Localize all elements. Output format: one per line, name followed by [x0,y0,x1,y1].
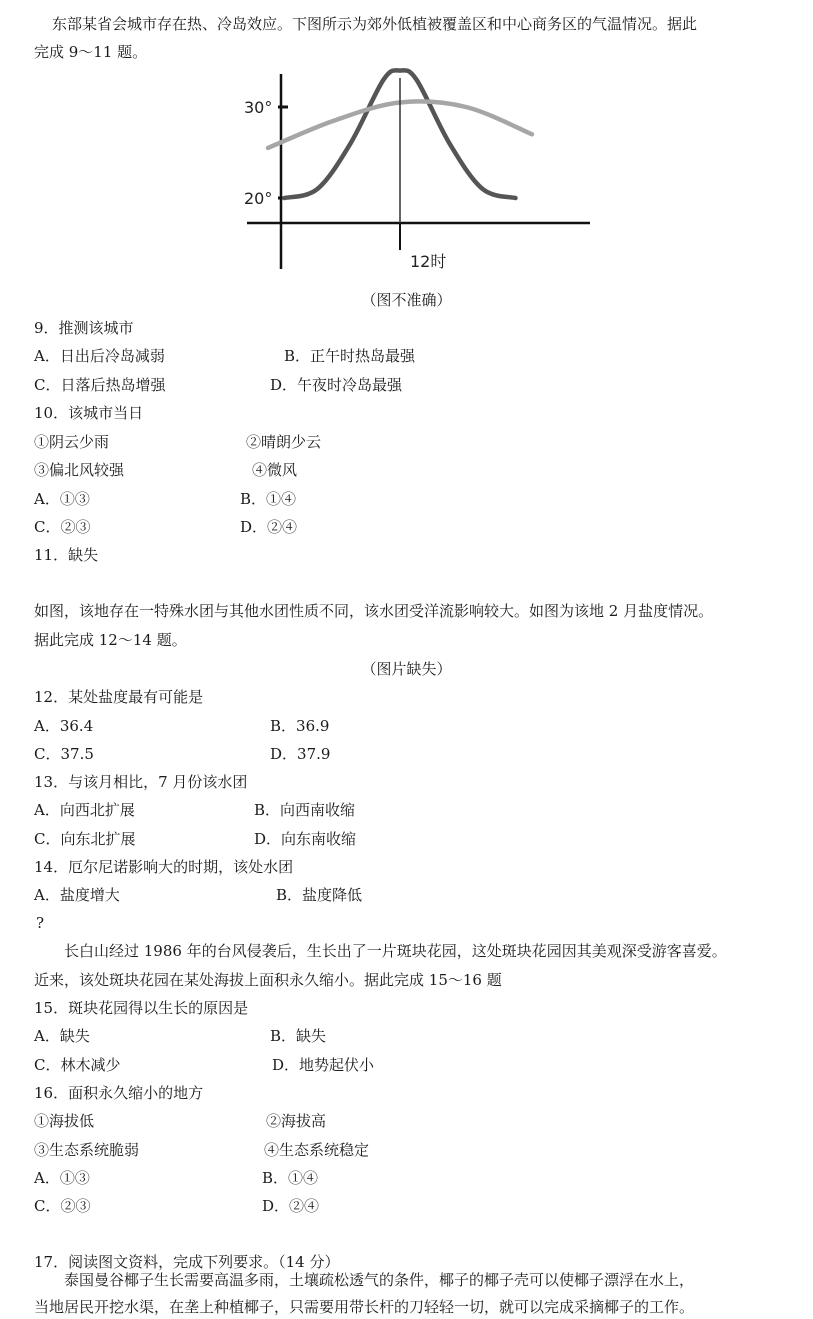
q14-option-a[interactable]: A．盐度增大 [34,886,120,904]
q12-option-d[interactable]: D．37.9 [270,745,331,763]
q12-option-b[interactable]: B．36.9 [270,717,330,735]
question-mark: ? [36,914,45,932]
q13-option-b[interactable]: B．向西南收缩 [254,801,356,819]
q9-option-b[interactable]: B．正午时热岛最强 [284,347,416,365]
q17-line2: 当地居民开挖水渠，在垄上种植椰子，只需要用带长杆的刀轻轻一切，就可以完成采摘椰子的工作。 [34,1298,695,1316]
image-missing-note: （图片缺失） [361,660,452,678]
q13-stem: 13．与该月相比，7 月份该水团 [34,773,248,791]
q16-statement-2: ②海拔高 [266,1112,327,1130]
q10-option-c[interactable]: C．②③ [34,518,91,536]
q10-statement-2: ②晴朗少云 [246,433,322,451]
y-tick-label: 20° [244,189,273,208]
q9-option-d[interactable]: D．午夜时冷岛最强 [270,376,403,394]
q17-stem: 17．阅读图文资料，完成下列要求。（14 分） [34,1253,340,1271]
q16-statement-1: ①海拔低 [34,1112,95,1130]
q13-option-d[interactable]: D．向东南收缩 [254,830,357,848]
q16-statement-3: ③生态系统脆弱 [34,1141,140,1159]
q16-stem: 16．面积永久缩小的地方 [34,1084,204,1102]
q10-stem: 10．该城市当日 [34,404,144,422]
q13-option-a[interactable]: A．向西北扩展 [34,801,135,819]
intro3-line2: 近来，该处斑块花园在某处海拔上面积永久缩小。据此完成 15～16 题 [34,971,502,989]
q16-option-d[interactable]: D．②④ [262,1197,320,1215]
q9-option-a[interactable]: A．日出后冷岛减弱 [34,347,165,365]
q14-stem: 14．厄尔尼诺影响大的时期，该处水团 [34,858,294,876]
q15-option-a[interactable]: A．缺失 [34,1027,90,1045]
q10-option-a[interactable]: A．①③ [34,490,90,508]
q16-option-b[interactable]: B．①④ [262,1169,319,1187]
q10-option-b[interactable]: B．①④ [240,490,297,508]
intro3-line1: 长白山经过 1986 年的台风侵袭后，生长出了一片斑块花园，这处斑块花园因其美观深受游客喜爱。 [64,942,727,960]
y-tick-label: 30° [244,98,273,117]
q12-stem: 12．某处盐度最有可能是 [34,688,204,706]
q16-option-a[interactable]: A．①③ [34,1169,90,1187]
intro1-line1: 东部某省会城市存在热、冷岛效应。下图所示为郊外低植被覆盖区和中心商务区的气温情况。据此 [52,15,698,33]
q12-option-a[interactable]: A．36.4 [34,717,94,735]
intro2-line1: 如图，该地存在一特殊水团与其他水团性质不同，该水团受洋流影响较大。如图为该地 2 月盐度情况。 [34,602,714,620]
q15-stem: 15．斑块花园得以生长的原因是 [34,999,249,1017]
q10-option-d[interactable]: D．②④ [240,518,298,536]
q14-option-b[interactable]: B．盐度降低 [276,886,363,904]
intro1-line2: 完成 9～11 题。 [34,43,148,61]
q12-option-c[interactable]: C．37.5 [34,745,94,763]
q10-statement-3: ③偏北风较强 [34,461,125,479]
x-tick-label: 12时 [410,252,447,271]
q10-statement-4: ④微风 [252,461,298,479]
q13-option-c[interactable]: C．向东北扩展 [34,830,136,848]
figure-note: （图不准确） [361,291,452,309]
q16-option-c[interactable]: C．②③ [34,1197,91,1215]
q17-line1: 泰国曼谷椰子生长需要高温多雨，土壤疏松透气的条件，椰子的椰子壳可以使椰子漂浮在水上， [64,1271,695,1289]
q10-statement-1: ①阴云少雨 [34,433,110,451]
q16-statement-4: ④生态系统稳定 [264,1141,370,1159]
intro2-line2: 据此完成 12～14 题。 [34,631,187,649]
q9-stem: 9．推测该城市 [34,319,134,337]
q15-option-d[interactable]: D．地势起伏小 [272,1056,375,1074]
q15-option-b[interactable]: B．缺失 [270,1027,327,1045]
q15-option-c[interactable]: C．林木减少 [34,1056,121,1074]
q11-stem: 11．缺失 [34,546,99,564]
q9-option-c[interactable]: C．日落后热岛增强 [34,376,166,394]
